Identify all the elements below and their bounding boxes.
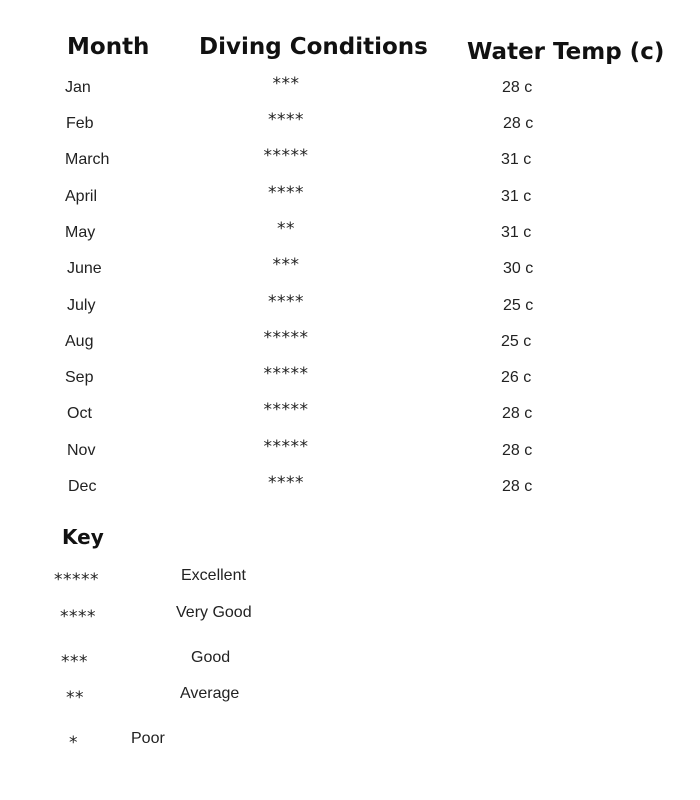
table-row (0, 328, 700, 356)
key-stars: * (69, 733, 78, 753)
month-cell: Feb (66, 115, 94, 132)
temp-cell: 28 c (502, 405, 533, 422)
key-item (0, 729, 700, 757)
temp-cell: 31 c (501, 224, 532, 241)
table-row (0, 473, 700, 501)
temp-cell: 25 c (503, 297, 534, 314)
key-label: Good (191, 649, 231, 666)
conditions-cell: ***** (263, 400, 309, 420)
header-water-temp: Water Temp (c) (467, 39, 665, 65)
conditions-cell: ** (277, 219, 295, 239)
header-diving-conditions: Diving Conditions (199, 34, 428, 60)
temp-cell: 26 c (501, 369, 532, 386)
month-cell: June (67, 260, 102, 277)
key-item (0, 684, 700, 712)
month-cell: March (65, 151, 110, 168)
temp-cell: 31 c (501, 188, 532, 205)
temp-cell: 28 c (502, 79, 533, 96)
key-label: Average (180, 685, 240, 702)
conditions-cell: *** (272, 74, 300, 94)
key-title: Key (62, 525, 104, 549)
month-cell: July (67, 297, 96, 314)
temp-cell: 25 c (501, 333, 532, 350)
conditions-cell: ***** (263, 437, 309, 457)
month-cell: Nov (67, 442, 96, 459)
header-month: Month (67, 34, 150, 60)
key-label: Excellent (181, 567, 246, 584)
month-cell: Aug (65, 333, 94, 350)
month-cell: April (65, 188, 98, 205)
conditions-cell: **** (268, 473, 304, 493)
table-row (0, 74, 700, 102)
temp-cell: 28 c (503, 115, 534, 132)
key-item (0, 603, 700, 631)
key-stars: **** (60, 607, 96, 627)
key-item (0, 566, 700, 594)
conditions-cell: **** (268, 110, 304, 130)
temp-cell: 31 c (501, 151, 532, 168)
month-cell: Jan (65, 79, 91, 96)
table-row (0, 183, 700, 211)
conditions-cell: **** (268, 292, 304, 312)
month-cell: May (65, 224, 96, 241)
key-stars: ** (66, 688, 84, 708)
key-stars: ***** (54, 570, 99, 590)
key-label: Poor (131, 730, 165, 747)
temp-cell: 28 c (502, 478, 533, 495)
conditions-cell: ***** (263, 328, 309, 348)
month-cell: Oct (67, 405, 92, 422)
table-row (0, 364, 700, 392)
conditions-cell: *** (272, 255, 300, 275)
table-row (0, 219, 700, 247)
key-item (0, 648, 700, 676)
table-row (0, 400, 700, 428)
key-stars: *** (61, 652, 88, 672)
month-cell: Sep (65, 369, 94, 386)
table-row (0, 146, 700, 174)
table-row (0, 110, 700, 138)
conditions-cell: ***** (263, 364, 309, 384)
table-row (0, 255, 700, 283)
temp-cell: 30 c (503, 260, 534, 277)
table-row (0, 292, 700, 320)
conditions-cell: ***** (263, 146, 309, 166)
month-cell: Dec (68, 478, 97, 495)
temp-cell: 28 c (502, 442, 533, 459)
table-row (0, 437, 700, 465)
key-label: Very Good (176, 604, 252, 621)
conditions-cell: **** (268, 183, 304, 203)
